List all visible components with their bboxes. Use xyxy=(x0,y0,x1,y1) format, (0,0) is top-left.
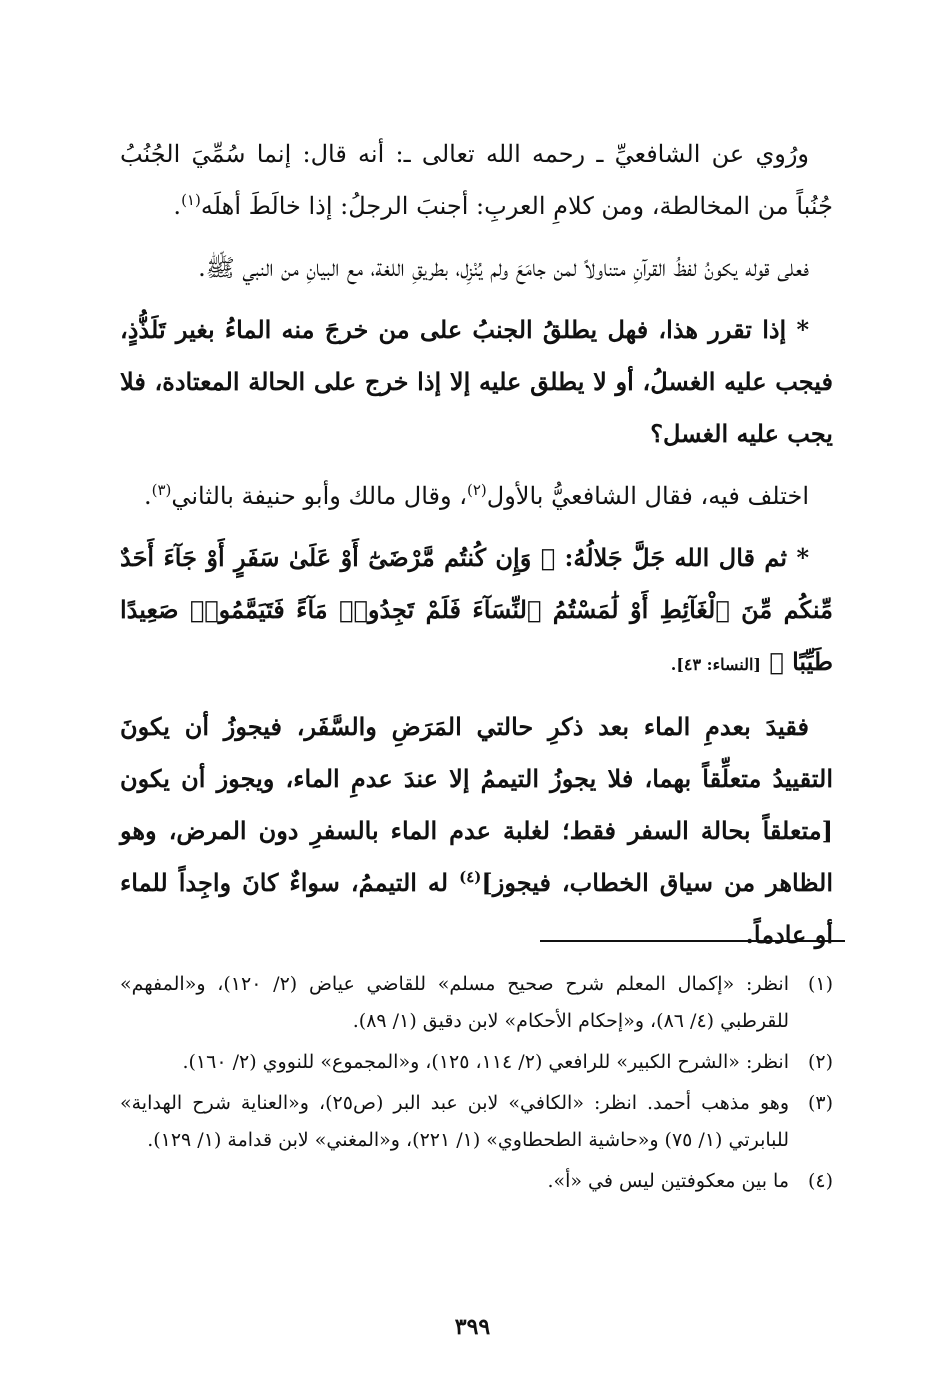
verse-text: * ثم قال الله جَلَّ جَلالُهُ: ﴿ وَإِن كُنتُم مَّرْضَىٰٓ أَوْ عَلَىٰ سَفَرٍ أَوْ جَآءَ أَحَدٌ مِّنكُم مِّنَ ٱلْغَآئِطِ أَوْ لَٰمَسْتُمُ ٱلنِّسَآءَ فَلَمْ تَجِدُوا۟ مَآءً فَتَيَمَّمُوا۟ صَعِيدًا طَيِّبًا ﴾ xyxy=(120,543,833,676)
paragraph-text: فعلى قوله يكونُ لفظُ القرآنِ متناولاً لمن جامَعَ ولم يُنْزِل، بطريقِ اللغة، مع البيانِ من النبي ﷺ. xyxy=(198,254,809,282)
footnote-separator xyxy=(540,940,845,942)
footnote-number: (٢) xyxy=(807,1051,833,1073)
paragraph-disagreement xyxy=(120,470,833,522)
paragraph-text: * إذا تقرر هذا، فهل يطلقُ الجنبُ على من خرجَ منه الماءُ بغير تَلَذُّذٍ، فيجب عليه الغسلُ، أو لا يطلق عليه إلا إذا خرج على الحالة المعتادة، فلا يجب عليه الغسل؟ xyxy=(120,315,833,448)
footnote-text: وهو مذهب أحمد. انظر: «الكافي» لابن عبد البر (ص٢٥)، و«العناية شرح الهداية» للبابرتي (١/ ٧٥) و«حاشية الطحطاوي» (١/ ٢٢١)، و«المغني» لابن قدامة (١/ ١٢٩). xyxy=(120,1092,789,1151)
footnote-text: انظر: «إكمال المعلم شرح صحيح مسلم» للقاضي عياض (٢/ ١٢٠)، و«المفهم» للقرطبي (٤/ ٨٦)، و«إحكام الأحكام» لابن دقيق (١/ ٨٩). xyxy=(120,973,789,1032)
verse-reference: [النساء: ٤٣]. xyxy=(670,655,761,674)
footnote-ref-1: (١) xyxy=(181,191,201,209)
paragraph-verse xyxy=(120,532,833,691)
paragraph-quran-wording xyxy=(120,242,833,294)
paragraph-shafii-definition xyxy=(120,128,833,232)
paragraph-text: ورُوي عن الشافعيِّ ـ رحمه الله تعالى ـ: أنه قال: إنما سُمِّيَ الجُنُبُ جُنُباً من المخالطة، ومن كلامِ العربِ: أجنبَ الرجلُ: إذا خالَطَ أهلَه xyxy=(120,140,833,220)
footnote-2 xyxy=(120,1044,833,1081)
footnote-number: (٣) xyxy=(807,1092,833,1114)
footnote-number: (٤) xyxy=(807,1170,833,1192)
footnote-ref-4: (٤) xyxy=(459,868,482,886)
footnote-4 xyxy=(120,1163,833,1200)
footnote-text: انظر: «الشرح الكبير» للرافعي (٢/ ١١٤، ١٢٥)، و«المجموع» للنووي (٢/ ١٦٠). xyxy=(182,1051,789,1073)
footnotes xyxy=(120,966,833,1204)
footnote-3 xyxy=(120,1085,833,1159)
period: . xyxy=(143,482,152,510)
footnote-ref-2: (٢) xyxy=(467,481,487,499)
footnote-number: (١) xyxy=(807,973,833,995)
paragraph-text: له التيممُ، سواءٌ كانَ واجِداً للماء أو عادماً. xyxy=(120,868,833,949)
paragraph-question xyxy=(120,304,833,460)
paragraph-text: اختلف فيه، فقال الشافعيُّ بالأول xyxy=(486,482,809,510)
paragraph-text: فقيدَ بعدمِ الماء بعد ذكرِ حالتي المَرَضِ والسَّفَر، فيجوزُ أن يكونَ التقييدُ متعلِّقاً بهما، فلا يجوزُ التيممُ إلا عندَ عدمِ الماء، ويجوز أن يكون [متعلقاً بحالة السفر فقط؛ لغلبة عدم الماء بالسفرِ دون المرض، وهو الظاهر من سياق الخطاب، فيجوز] xyxy=(120,712,834,897)
paragraph-tayammum xyxy=(120,701,833,961)
footnote-1 xyxy=(120,966,833,1040)
paragraph-text: ، وقال مالك وأبو حنيفة بالثاني xyxy=(171,482,467,510)
page-number: ٣٩٩ xyxy=(454,1314,491,1340)
main-text xyxy=(120,128,833,961)
footnote-ref-3: (٣) xyxy=(151,481,172,499)
period: . xyxy=(173,192,182,220)
footnote-text: ما بين معكوفتين ليس في «أ». xyxy=(547,1170,789,1192)
